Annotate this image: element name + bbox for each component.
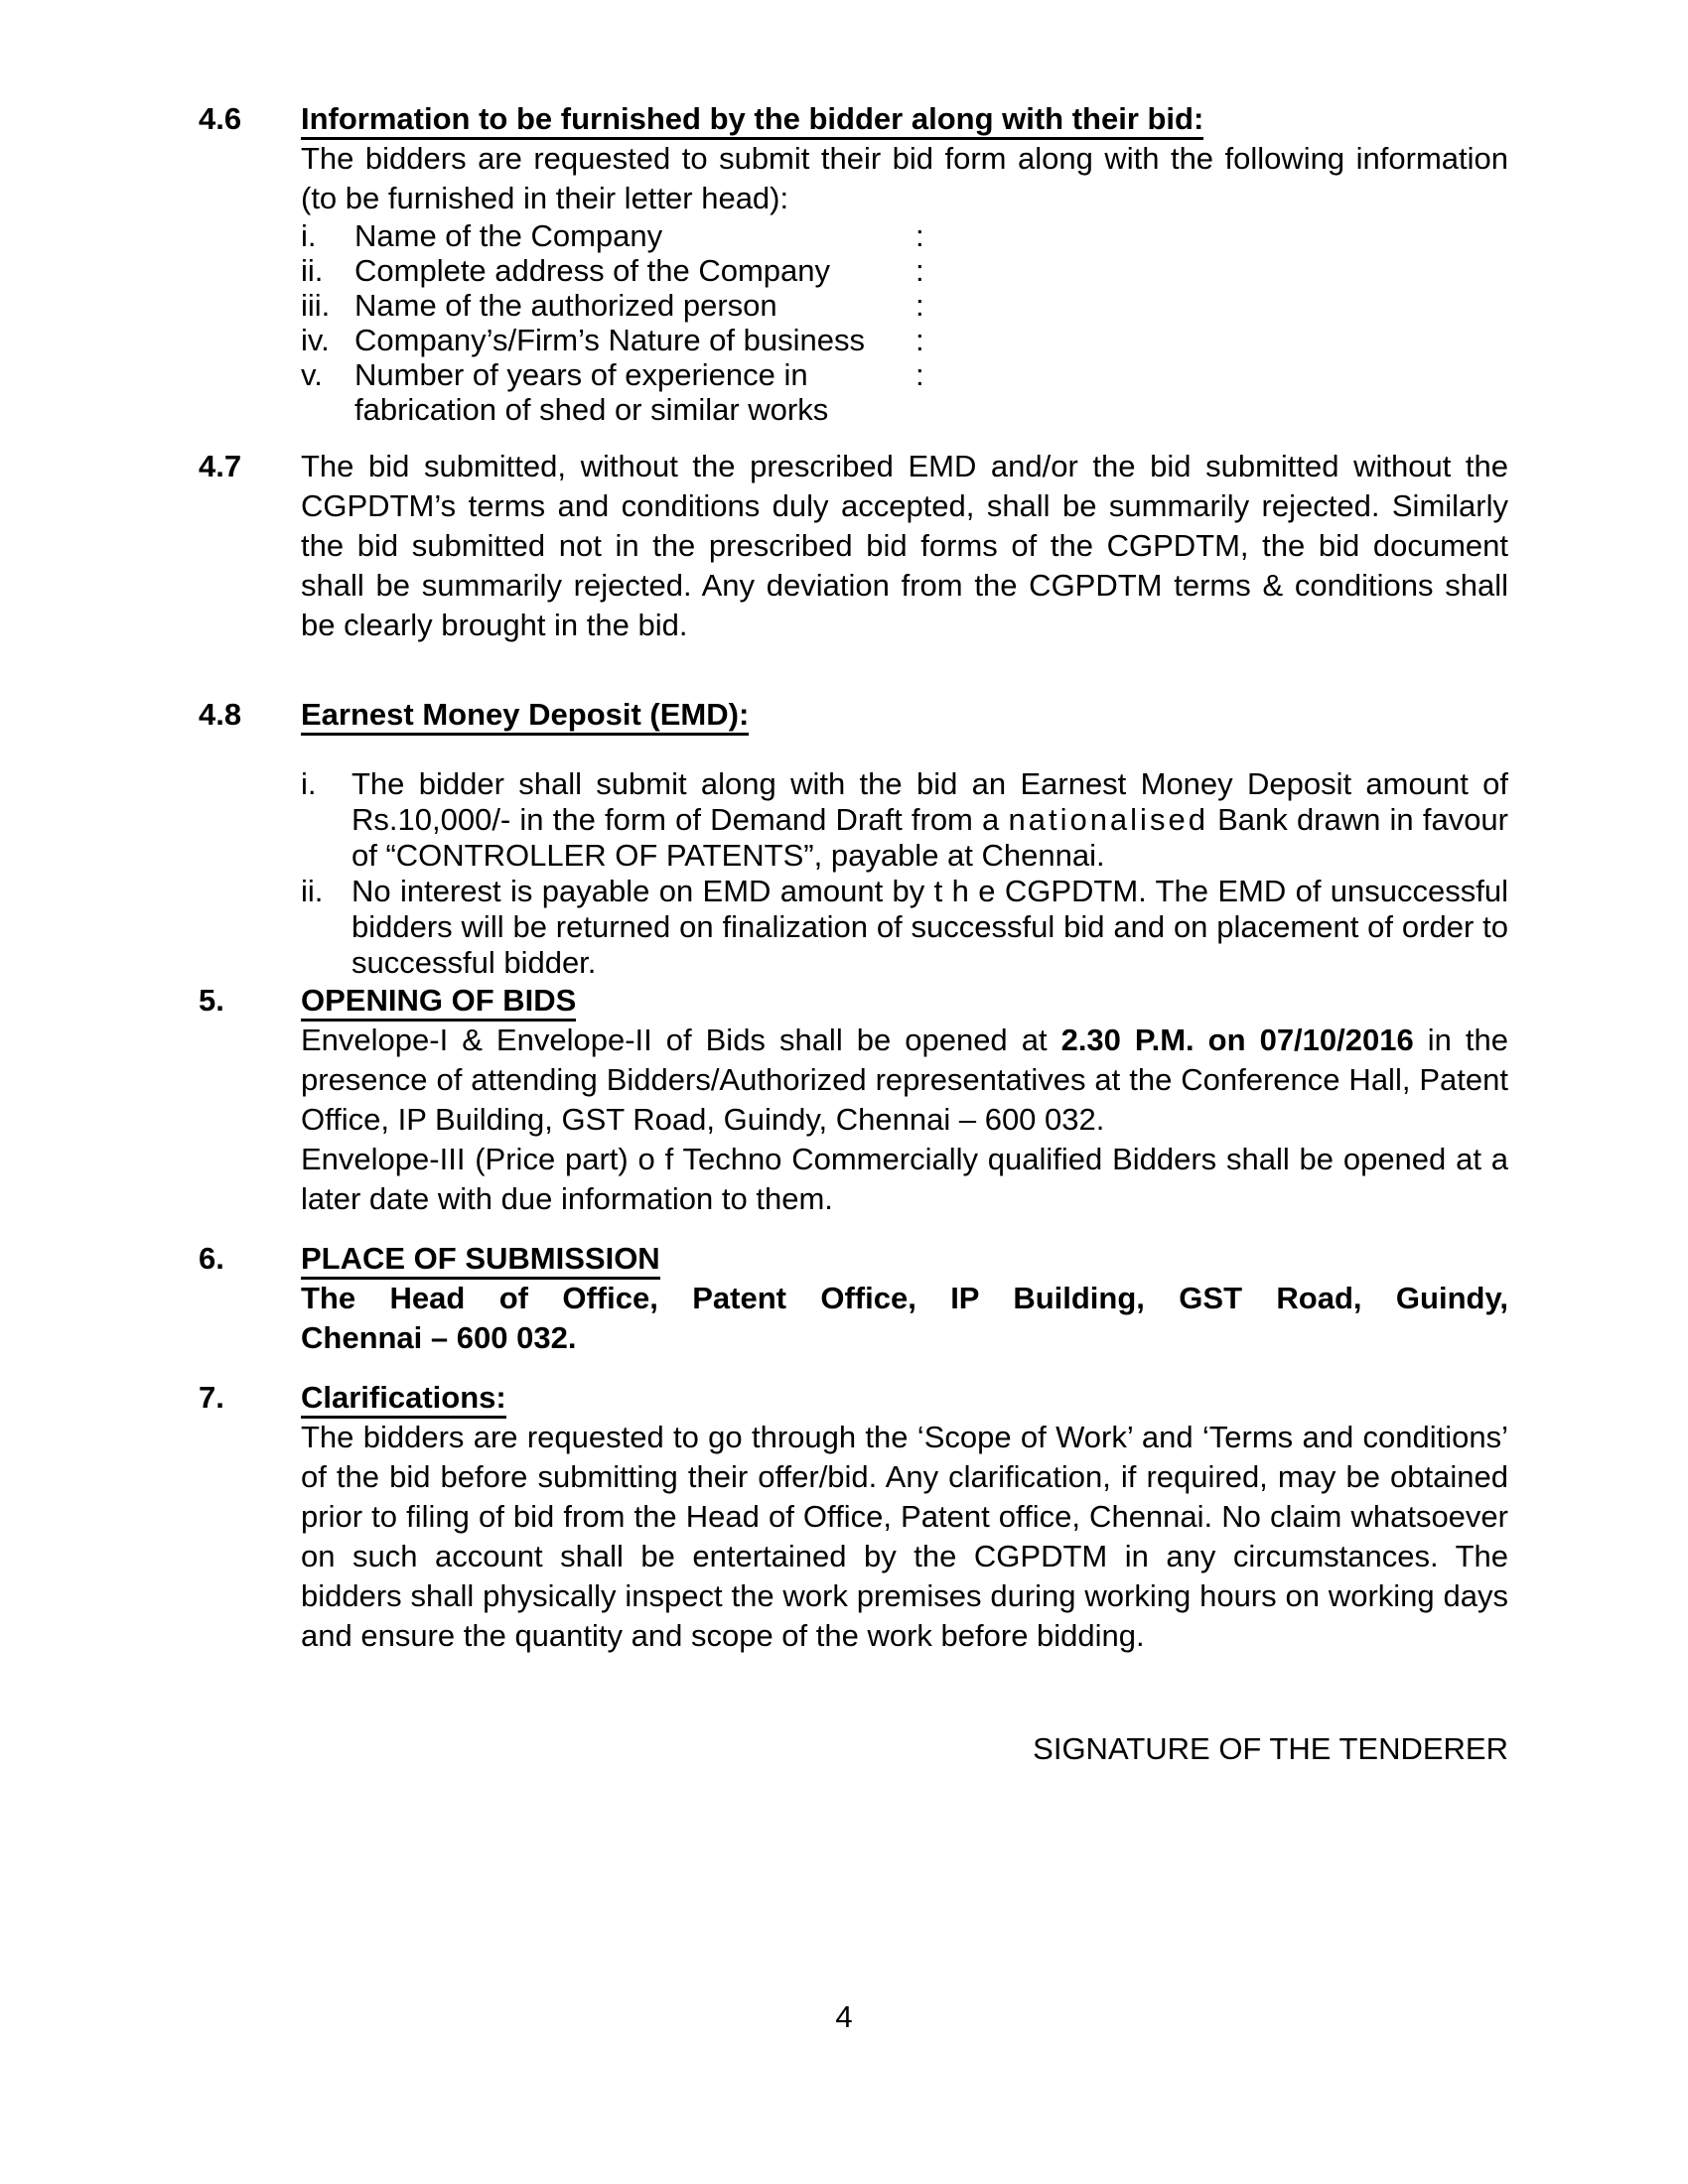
list-item [301, 253, 1508, 288]
emd-item-1-numeral: i. [301, 766, 317, 801]
section-4-6-intro: The bidders are requested to submit their bid form along with the following information (to be furnished in their letter head): [301, 141, 1508, 215]
section-7-heading [301, 1378, 1508, 1418]
section-4-8 [199, 695, 1508, 981]
section-4-7-number: 4.7 [199, 449, 242, 483]
emd-item-1-text [352, 766, 1508, 874]
list-item-label: Name of the authorized person [354, 288, 777, 323]
section-6-body [301, 1239, 1508, 1358]
section-7-body [301, 1378, 1508, 1656]
emd-item-1 [301, 766, 1508, 874]
section-4-8-heading [301, 695, 1508, 735]
section-4-6 [199, 99, 1508, 427]
bidder-info-list [301, 218, 1508, 427]
section-6-number: 6. [199, 1241, 224, 1276]
section-4-6-heading-text: Information to be furnished by the bidder along with their bid: [301, 101, 1203, 140]
opening-date-time: 2.30 P.M. on 07/10/2016 [1060, 1023, 1414, 1057]
section-5-body [301, 981, 1508, 1219]
section-4-7 [199, 447, 1508, 645]
section-4-8-body [301, 695, 1508, 981]
list-item-colon: : [915, 288, 924, 323]
list-item [301, 288, 1508, 323]
page-number: 4 [835, 1999, 853, 2034]
opening-paragraph-1 [301, 1021, 1508, 1140]
list-item [301, 357, 1508, 427]
emd-item-1-text-spaced: nationalised [1008, 802, 1208, 837]
section-4-7-text: The bid submitted, without the prescribed EMD and/or the bid submitted without the CGPDTM’s terms and conditions duly accepted, shall be summarily rejected. Similarly the bid submitted not in the prescribed bid forms of the CGPDTM, the bid document shall be summarily rejected. Any deviation from the CGPDTM terms & conditions shall be clearly brought in the bid. [301, 449, 1508, 642]
submission-address-line-1: The Head of Office, Patent Office, IP Building, GST Road, Guindy, [301, 1281, 1508, 1315]
list-item-colon: : [915, 323, 924, 357]
list-item-label: Complete address of the Company [354, 253, 831, 288]
list-item [301, 323, 1508, 357]
section-4-6-body [301, 99, 1508, 427]
signature-line: SIGNATURE OF THE TENDERER [1033, 1731, 1508, 1766]
list-item-numeral: i. [301, 218, 317, 253]
section-5-heading [301, 981, 1508, 1021]
section-7-number: 7. [199, 1380, 224, 1415]
emd-item-2-numeral: ii. [301, 874, 324, 908]
emd-item-1-text-post: Bank drawn in favour of “CONTROLLER OF PATENTS”, payable at Chennai. [352, 802, 1509, 873]
emd-item-2 [301, 874, 1508, 981]
section-5-heading-text: OPENING OF BIDS [301, 983, 576, 1022]
section-5 [199, 981, 1508, 1219]
list-item-numeral: iv. [301, 323, 330, 357]
opening-paragraph-1-post: in the presence of attending Bidders/Authorized representatives at the Conference Hall, Patent Office, IP Building, GST Road, Guindy, Chennai – 600 032. [301, 1023, 1508, 1137]
opening-paragraph-1-pre: Envelope-I & Envelope-II of Bids shall be opened at [301, 1023, 1061, 1057]
section-5-number: 5. [199, 983, 224, 1018]
section-6-heading [301, 1239, 1508, 1279]
section-4-8-number: 4.8 [199, 697, 242, 732]
section-7-heading-text: Clarifications: [301, 1380, 506, 1419]
list-item-label: Number of years of experience in fabrication of shed or similar works [354, 357, 829, 427]
section-7 [199, 1378, 1508, 1656]
section-6-heading-text: PLACE OF SUBMISSION [301, 1241, 660, 1280]
submission-address-line-2: Chennai – 600 032. [301, 1320, 577, 1355]
list-item-label: Company’s/Firm’s Nature of business [354, 323, 865, 357]
list-item-numeral: v. [301, 357, 323, 392]
list-item [301, 218, 1508, 253]
emd-item-2-text: No interest is payable on EMD amount by t h e CGPDTM. The EMD of unsuccessful bidders will be returned on finalization of successful bid and on placement of order to successful bidder. [352, 874, 1508, 980]
opening-paragraph-2: Envelope-III (Price part) o f Techno Commercially qualified Bidders shall be opened at a later date with due information to them. [301, 1142, 1508, 1216]
list-item-colon: : [915, 253, 924, 288]
section-4-8-heading-text: Earnest Money Deposit (EMD): [301, 697, 749, 736]
list-item-label: Name of the Company [354, 218, 663, 253]
emd-item-1-text-pre: The bidder shall submit along with the bid an Earnest Money Deposit amount of Rs.10,000/- in the form of Demand Draft from a [352, 766, 1508, 837]
section-4-6-number: 4.6 [199, 101, 242, 136]
list-item-numeral: ii. [301, 253, 324, 288]
list-item-colon: : [915, 357, 924, 392]
list-item-colon: : [915, 218, 924, 253]
clarifications-paragraph: The bidders are requested to go through the ‘Scope of Work’ and ‘Terms and conditions’ of the bid before submitting their offer/bid. Any clarification, if required, may be obtained prior to filing of bid from the Head of Office, Patent office, Chennai. No claim whatsoever on such account shall be entertained by the CGPDTM in any circumstances. The bidders shall physically inspect the work premises during working hours on working days and ensure the quantity and scope of the work before bidding. [301, 1420, 1508, 1653]
section-4-6-heading [301, 99, 1508, 139]
section-6 [199, 1239, 1508, 1358]
list-item-numeral: iii. [301, 288, 331, 323]
